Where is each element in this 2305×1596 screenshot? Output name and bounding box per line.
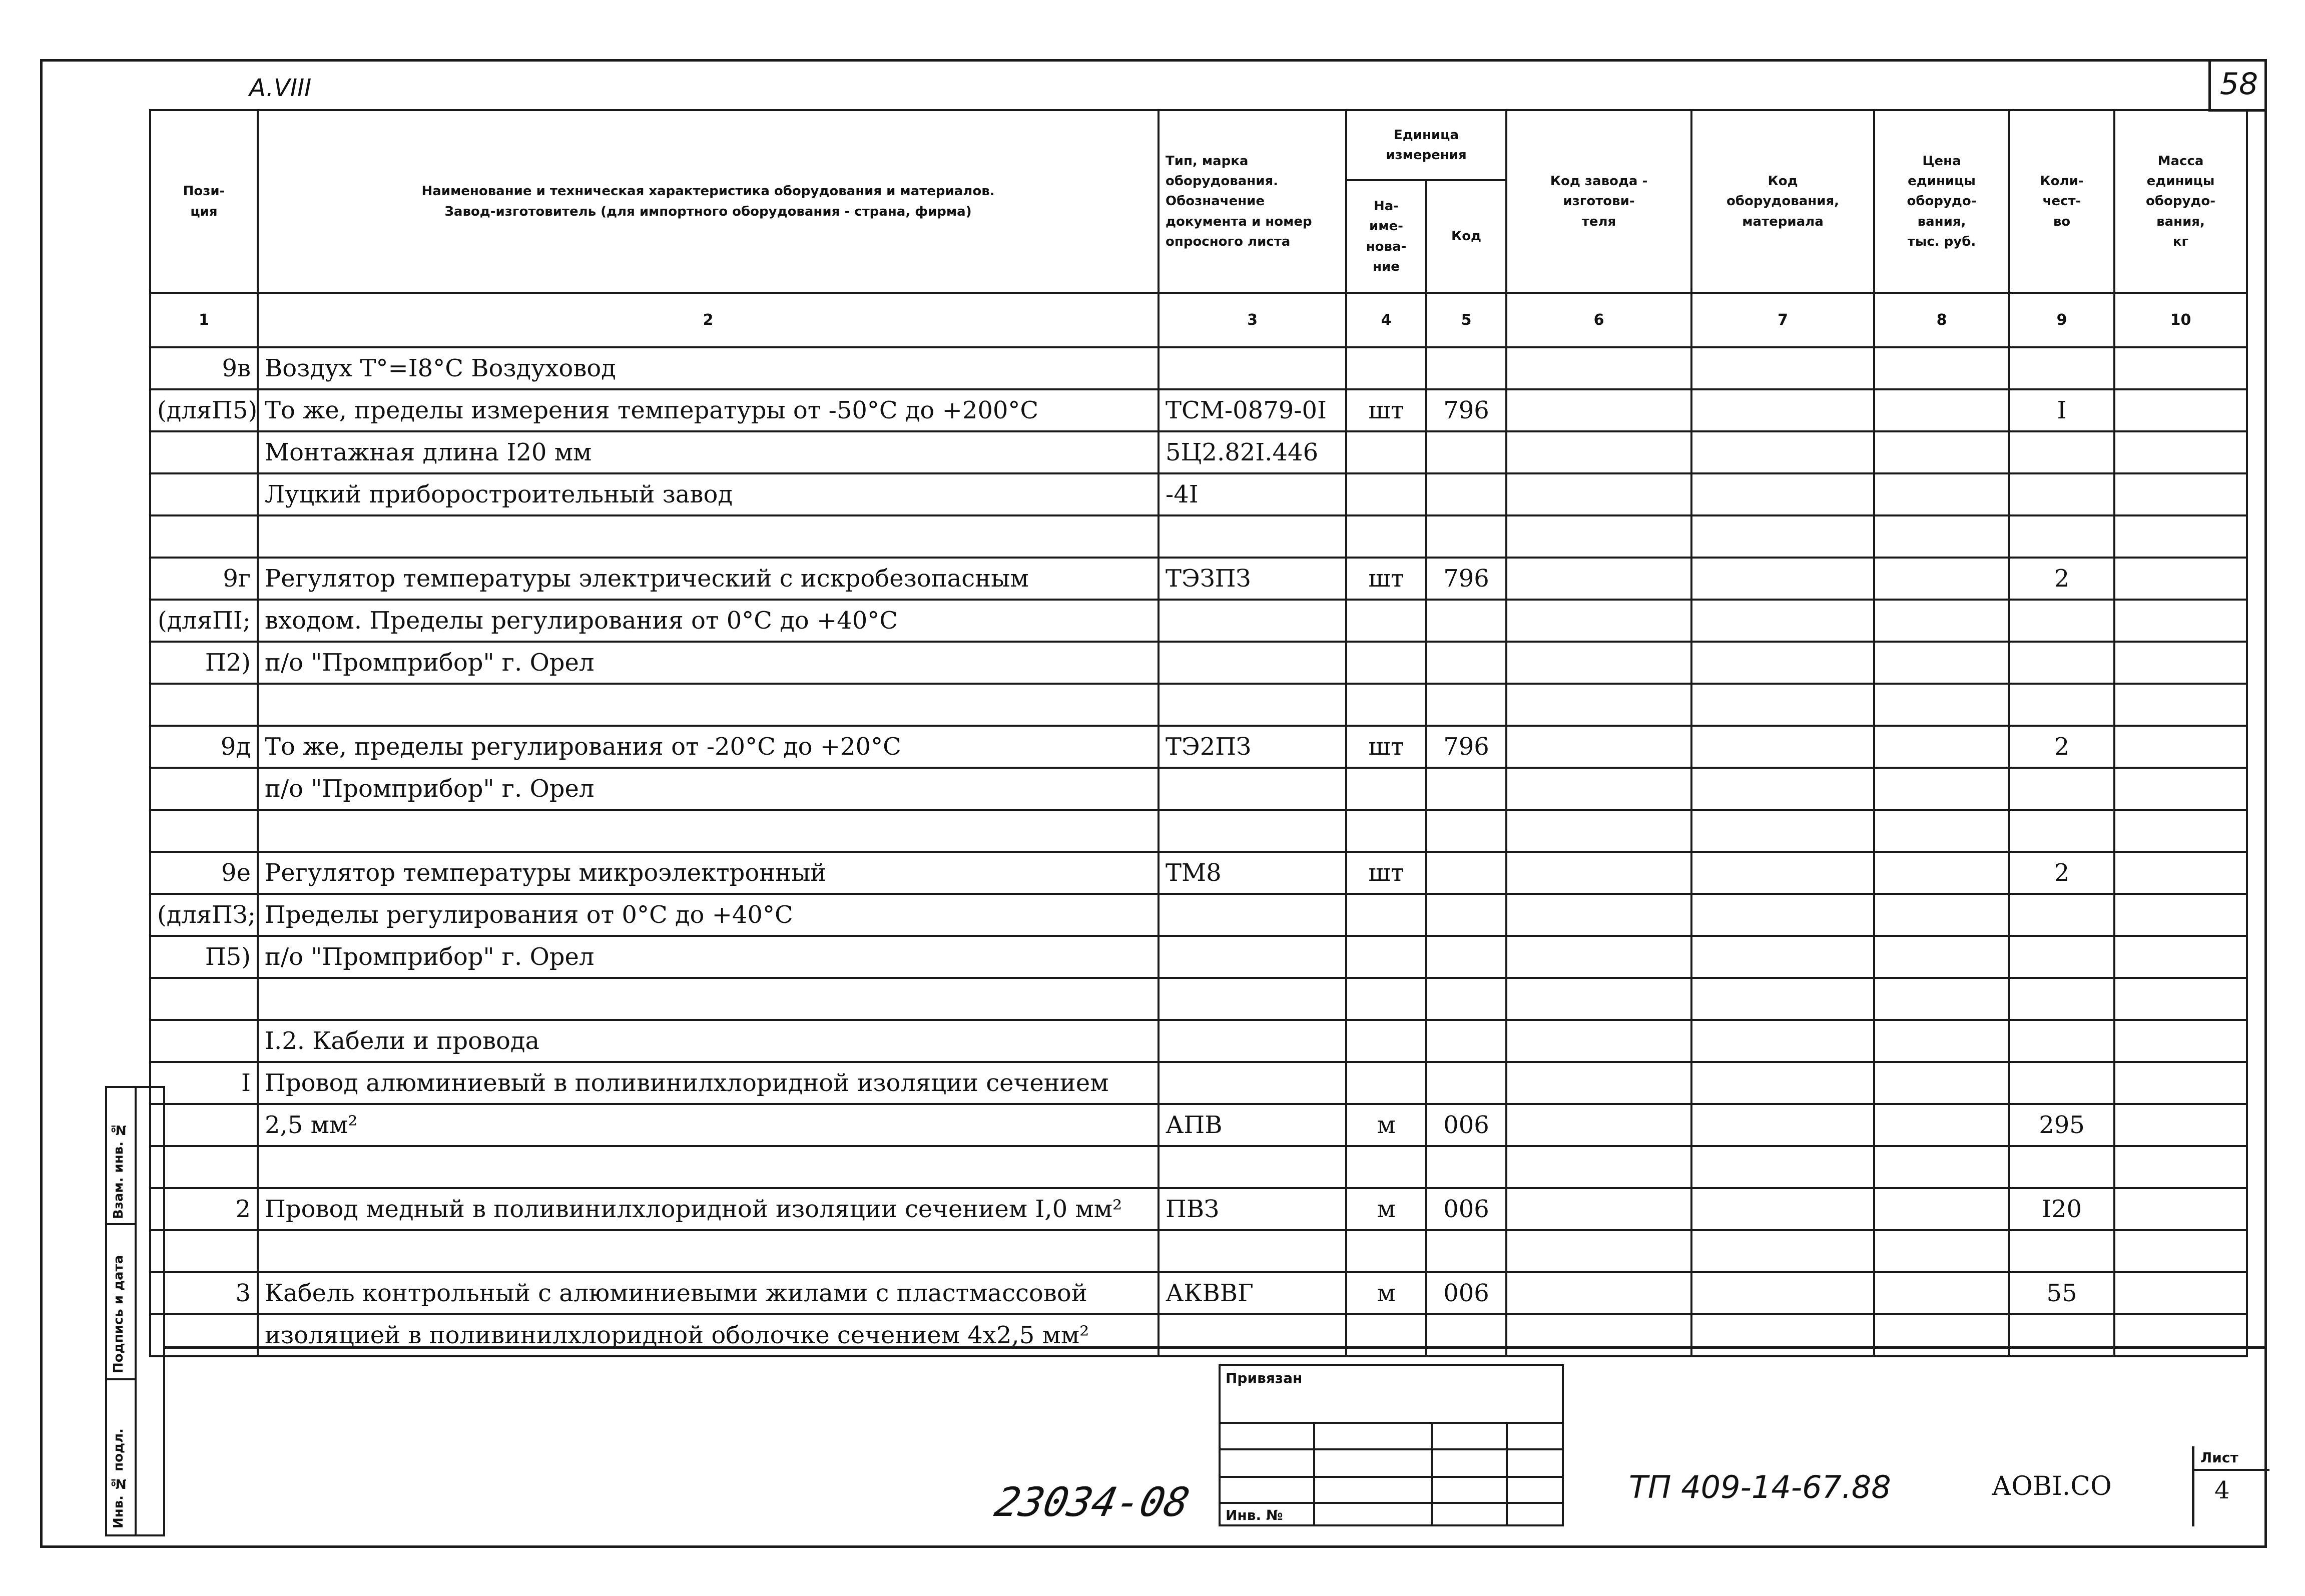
price-cell xyxy=(1874,473,2009,515)
name-cell: I.2. Кабели и провода xyxy=(258,1020,1159,1062)
table-row xyxy=(150,600,2247,642)
equipment-code-cell xyxy=(1691,768,1874,810)
manufacturer-code-cell xyxy=(1506,894,1691,936)
manufacturer-code-cell xyxy=(1506,1104,1691,1146)
manufacturer-code-cell xyxy=(1506,726,1691,768)
table-row xyxy=(150,768,2247,810)
quantity-cell xyxy=(2009,684,2114,726)
specification-table xyxy=(149,109,2248,1357)
position-cell: 9в xyxy=(150,347,258,389)
price-cell xyxy=(1874,1062,2009,1104)
unit-code-cell xyxy=(1426,936,1506,978)
position-cell xyxy=(150,684,258,726)
price-cell xyxy=(1874,768,2009,810)
type-cell xyxy=(1159,1146,1346,1188)
manufacturer-code-cell xyxy=(1506,1146,1691,1188)
mass-cell xyxy=(2114,1272,2247,1314)
unit-cell xyxy=(1346,768,1426,810)
price-cell xyxy=(1874,1146,2009,1188)
unit-code-cell xyxy=(1426,894,1506,936)
column-number: 7 xyxy=(1691,293,1874,347)
table-row xyxy=(150,515,2247,558)
position-cell xyxy=(150,431,258,473)
mass-cell xyxy=(2114,1188,2247,1230)
type-cell: 5Ц2.82I.446 xyxy=(1159,431,1346,473)
name-cell: Провод медный в поливинилхлоридной изоляции сечением I,0 мм² xyxy=(258,1188,1159,1230)
quantity-cell xyxy=(2009,894,2114,936)
unit-code-cell xyxy=(1426,768,1506,810)
manufacturer-code-cell xyxy=(1506,558,1691,600)
header-mass: Масса единицы оборудо- вания, кг xyxy=(2114,110,2247,293)
unit-code-cell xyxy=(1426,1230,1506,1272)
table-row xyxy=(150,1104,2247,1146)
unit-code-cell: 006 xyxy=(1426,1104,1506,1146)
name-cell xyxy=(258,515,1159,558)
price-cell xyxy=(1874,389,2009,431)
equipment-code-cell xyxy=(1691,684,1874,726)
unit-code-cell xyxy=(1426,515,1506,558)
unit-code-cell: 006 xyxy=(1426,1272,1506,1314)
unit-cell xyxy=(1346,431,1426,473)
unit-cell: шт xyxy=(1346,558,1426,600)
type-cell xyxy=(1159,810,1346,852)
type-cell xyxy=(1159,1062,1346,1104)
unit-code-cell xyxy=(1426,473,1506,515)
top-note: A.VIII xyxy=(249,74,312,102)
column-number: 4 xyxy=(1346,293,1426,347)
type-cell: АКВВГ xyxy=(1159,1272,1346,1314)
mass-cell xyxy=(2114,347,2247,389)
unit-cell: м xyxy=(1346,1272,1426,1314)
price-cell xyxy=(1874,1230,2009,1272)
name-cell: Регулятор температуры микроэлектронный xyxy=(258,852,1159,894)
title-block xyxy=(165,1346,2267,1546)
mass-cell xyxy=(2114,978,2247,1020)
mass-cell xyxy=(2114,1230,2247,1272)
name-cell: То же, пределы измерения температуры от -50°С до +200°С xyxy=(258,389,1159,431)
price-cell xyxy=(1874,1104,2009,1146)
manufacturer-code-cell xyxy=(1506,978,1691,1020)
quantity-cell xyxy=(2009,978,2114,1020)
unit-cell: м xyxy=(1346,1104,1426,1146)
type-cell xyxy=(1159,684,1346,726)
type-cell: ТЭ2ПЗ xyxy=(1159,726,1346,768)
manufacturer-code-cell xyxy=(1506,852,1691,894)
column-number: 2 xyxy=(258,293,1159,347)
manufacturer-code-cell xyxy=(1506,1062,1691,1104)
unit-cell: шт xyxy=(1346,389,1426,431)
quantity-cell xyxy=(2009,347,2114,389)
column-number: 8 xyxy=(1874,293,2009,347)
unit-cell xyxy=(1346,347,1426,389)
mass-cell xyxy=(2114,1020,2247,1062)
quantity-cell xyxy=(2009,1146,2114,1188)
table-row xyxy=(150,431,2247,473)
table-row xyxy=(150,347,2247,389)
manufacturer-code-cell xyxy=(1506,768,1691,810)
equipment-code-cell xyxy=(1691,1104,1874,1146)
equipment-code-cell xyxy=(1691,600,1874,642)
unit-cell xyxy=(1346,515,1426,558)
equipment-code-cell xyxy=(1691,389,1874,431)
document-code: АОВI.СО xyxy=(1992,1471,2112,1501)
equipment-code-cell xyxy=(1691,347,1874,389)
unit-code-cell xyxy=(1426,1020,1506,1062)
quantity-cell xyxy=(2009,768,2114,810)
manufacturer-code-cell xyxy=(1506,936,1691,978)
name-cell: п/о "Промприбор" г. Орел xyxy=(258,642,1159,684)
quantity-cell: 2 xyxy=(2009,558,2114,600)
name-cell: п/о "Промприбор" г. Орел xyxy=(258,936,1159,978)
name-cell: Провод алюминиевый в поливинилхлоридной изоляции сечением xyxy=(258,1062,1159,1104)
quantity-cell xyxy=(2009,431,2114,473)
handwritten-number: 23034-08 xyxy=(991,1479,1194,1525)
position-cell xyxy=(150,810,258,852)
table-row xyxy=(150,473,2247,515)
table-row xyxy=(150,558,2247,600)
equipment-code-cell xyxy=(1691,515,1874,558)
unit-cell xyxy=(1346,473,1426,515)
name-cell: Луцкий приборостроительный завод xyxy=(258,473,1159,515)
header-quantity: Коли- чест- во xyxy=(2009,110,2114,293)
mass-cell xyxy=(2114,810,2247,852)
document-number: ТП 409-14-67.88 xyxy=(1629,1469,1891,1505)
price-cell xyxy=(1874,642,2009,684)
equipment-code-cell xyxy=(1691,1230,1874,1272)
unit-cell: шт xyxy=(1346,852,1426,894)
table-row xyxy=(150,389,2247,431)
table-row xyxy=(150,1272,2247,1314)
table-row xyxy=(150,894,2247,936)
name-cell: входом. Пределы регулирования от 0°С до +40°С xyxy=(258,600,1159,642)
unit-cell xyxy=(1346,1230,1426,1272)
name-cell: Монтажная длина I20 мм xyxy=(258,431,1159,473)
equipment-code-cell xyxy=(1691,1146,1874,1188)
sheet-value: 4 xyxy=(2214,1476,2230,1504)
table-row xyxy=(150,978,2247,1020)
column-number: 5 xyxy=(1426,293,1506,347)
equipment-code-cell xyxy=(1691,642,1874,684)
header-manufacturer-code: Код завода - изготови- теля xyxy=(1506,110,1691,293)
equipment-code-cell xyxy=(1691,894,1874,936)
manufacturer-code-cell xyxy=(1506,347,1691,389)
inv-label: Инв. № xyxy=(1226,1507,1283,1523)
unit-cell xyxy=(1346,1062,1426,1104)
mass-cell xyxy=(2114,473,2247,515)
unit-code-cell xyxy=(1426,1062,1506,1104)
position-cell xyxy=(150,1230,258,1272)
unit-code-cell xyxy=(1426,978,1506,1020)
mass-cell xyxy=(2114,389,2247,431)
table-row xyxy=(150,1062,2247,1104)
type-cell xyxy=(1159,642,1346,684)
type-cell xyxy=(1159,894,1346,936)
type-cell xyxy=(1159,978,1346,1020)
price-cell xyxy=(1874,558,2009,600)
mass-cell xyxy=(2114,515,2247,558)
price-cell xyxy=(1874,431,2009,473)
unit-code-cell xyxy=(1426,431,1506,473)
quantity-cell: I20 xyxy=(2009,1188,2114,1230)
type-cell: ТЭЗПЗ xyxy=(1159,558,1346,600)
manufacturer-code-cell xyxy=(1506,1020,1691,1062)
unit-cell xyxy=(1346,1146,1426,1188)
price-cell xyxy=(1874,600,2009,642)
header-unit-name: На- име- нова- ние xyxy=(1346,180,1426,293)
position-cell: П5) xyxy=(150,936,258,978)
manufacturer-code-cell xyxy=(1506,515,1691,558)
equipment-code-cell xyxy=(1691,558,1874,600)
type-cell xyxy=(1159,347,1346,389)
position-cell: I xyxy=(150,1062,258,1104)
unit-code-cell xyxy=(1426,684,1506,726)
unit-cell xyxy=(1346,1020,1426,1062)
table-row xyxy=(150,726,2247,768)
manufacturer-code-cell xyxy=(1506,1272,1691,1314)
mass-cell xyxy=(2114,642,2247,684)
unit-cell xyxy=(1346,684,1426,726)
header-type: Тип, марка оборудования. Обозначение документа и номер опросного листа xyxy=(1159,110,1346,293)
equipment-code-cell xyxy=(1691,1020,1874,1062)
unit-code-cell: 796 xyxy=(1426,558,1506,600)
position-cell: (дляПI; xyxy=(150,600,258,642)
mass-cell xyxy=(2114,894,2247,936)
type-cell: ТСМ-0879-0I xyxy=(1159,389,1346,431)
price-cell xyxy=(1874,347,2009,389)
mass-cell xyxy=(2114,600,2247,642)
side-stamp-inv-orig: Инв. № подл. xyxy=(111,1428,126,1528)
price-cell xyxy=(1874,1272,2009,1314)
price-cell xyxy=(1874,894,2009,936)
mass-cell xyxy=(2114,431,2247,473)
name-cell: Кабель контрольный с алюминиевыми жилами с пластмассовой xyxy=(258,1272,1159,1314)
unit-code-cell xyxy=(1426,810,1506,852)
bound-label: Привязан xyxy=(1226,1370,1303,1386)
unit-code-cell: 796 xyxy=(1426,726,1506,768)
unit-code-cell xyxy=(1426,852,1506,894)
mass-cell xyxy=(2114,726,2247,768)
price-cell xyxy=(1874,515,2009,558)
mass-cell xyxy=(2114,936,2247,978)
manufacturer-code-cell xyxy=(1506,389,1691,431)
equipment-code-cell xyxy=(1691,936,1874,978)
quantity-cell xyxy=(2009,600,2114,642)
position-cell: 9е xyxy=(150,852,258,894)
header-unit: Единица измерения xyxy=(1346,110,1506,180)
name-cell: То же, пределы регулирования от -20°С до +20°С xyxy=(258,726,1159,768)
price-cell xyxy=(1874,726,2009,768)
price-cell xyxy=(1874,810,2009,852)
equipment-code-cell xyxy=(1691,852,1874,894)
unit-cell: м xyxy=(1346,1188,1426,1230)
unit-cell xyxy=(1346,600,1426,642)
manufacturer-code-cell xyxy=(1506,473,1691,515)
equipment-code-cell xyxy=(1691,810,1874,852)
sheet-box xyxy=(2192,1446,2267,1526)
type-cell xyxy=(1159,600,1346,642)
name-cell: п/о "Промприбор" г. Орел xyxy=(258,768,1159,810)
name-cell: Пределы регулирования от 0°С до +40°С xyxy=(258,894,1159,936)
sheet-label: Лист xyxy=(2200,1449,2238,1466)
type-cell: ПВЗ xyxy=(1159,1188,1346,1230)
unit-code-cell xyxy=(1426,642,1506,684)
manufacturer-code-cell xyxy=(1506,600,1691,642)
unit-cell xyxy=(1346,894,1426,936)
unit-cell xyxy=(1346,936,1426,978)
name-cell: Воздух Т°=I8°С Воздуховод xyxy=(258,347,1159,389)
unit-code-cell xyxy=(1426,347,1506,389)
position-cell: 3 xyxy=(150,1272,258,1314)
type-cell xyxy=(1159,515,1346,558)
quantity-cell xyxy=(2009,1020,2114,1062)
position-cell xyxy=(150,1020,258,1062)
position-cell xyxy=(150,1146,258,1188)
manufacturer-code-cell xyxy=(1506,642,1691,684)
position-cell: (дляПЗ; xyxy=(150,894,258,936)
unit-cell xyxy=(1346,642,1426,684)
name-cell: 2,5 мм² xyxy=(258,1104,1159,1146)
price-cell xyxy=(1874,978,2009,1020)
equipment-code-cell xyxy=(1691,726,1874,768)
table-row xyxy=(150,936,2247,978)
position-cell xyxy=(150,515,258,558)
name-cell: изоляцией в поливинилхлоридной оболочке сечением 4х2,5 мм² xyxy=(258,1314,1159,1356)
quantity-cell xyxy=(2009,515,2114,558)
mass-cell xyxy=(2114,558,2247,600)
table-row xyxy=(150,1146,2247,1188)
equipment-code-cell xyxy=(1691,431,1874,473)
position-cell: 2 xyxy=(150,1188,258,1230)
name-cell: Регулятор температуры электрический с искробезопасным xyxy=(258,558,1159,600)
mass-cell xyxy=(2114,1062,2247,1104)
quantity-cell xyxy=(2009,936,2114,978)
header-equipment-code: Код оборудования, материала xyxy=(1691,110,1874,293)
mass-cell xyxy=(2114,684,2247,726)
unit-code-cell xyxy=(1426,1146,1506,1188)
table-row xyxy=(150,684,2247,726)
quantity-cell xyxy=(2009,1230,2114,1272)
name-cell xyxy=(258,684,1159,726)
type-cell: -4I xyxy=(1159,473,1346,515)
column-number: 10 xyxy=(2114,293,2247,347)
equipment-code-cell xyxy=(1691,473,1874,515)
header-name: Наименование и техническая характеристика оборудования и материалов. Завод-изготовитель (для импортного оборудования - страна, фирма) xyxy=(258,110,1159,293)
position-cell xyxy=(150,768,258,810)
manufacturer-code-cell xyxy=(1506,684,1691,726)
position-cell xyxy=(150,1104,258,1146)
side-stamp-signature-date: Подпись и дата xyxy=(111,1255,126,1373)
unit-cell xyxy=(1346,978,1426,1020)
unit-code-cell: 796 xyxy=(1426,389,1506,431)
table-row xyxy=(150,1230,2247,1272)
sheet-number: 58 xyxy=(2208,59,2267,112)
quantity-cell: 295 xyxy=(2009,1104,2114,1146)
quantity-cell xyxy=(2009,473,2114,515)
position-cell: П2) xyxy=(150,642,258,684)
side-stamp-inv-replace: Взам. инв. № xyxy=(111,1122,126,1219)
quantity-cell: 55 xyxy=(2009,1272,2114,1314)
unit-code-cell xyxy=(1426,600,1506,642)
price-cell xyxy=(1874,936,2009,978)
quantity-cell: I xyxy=(2009,389,2114,431)
position-cell: (дляП5) xyxy=(150,389,258,431)
equipment-code-cell xyxy=(1691,1062,1874,1104)
position-cell: 9г xyxy=(150,558,258,600)
manufacturer-code-cell xyxy=(1506,1230,1691,1272)
type-cell: АПВ xyxy=(1159,1104,1346,1146)
table-row xyxy=(150,852,2247,894)
quantity-cell: 2 xyxy=(2009,726,2114,768)
header-unit-code: Код xyxy=(1426,180,1506,293)
quantity-cell xyxy=(2009,810,2114,852)
column-number: 6 xyxy=(1506,293,1691,347)
unit-cell: шт xyxy=(1346,726,1426,768)
type-cell xyxy=(1159,1020,1346,1062)
price-cell xyxy=(1874,1020,2009,1062)
type-cell xyxy=(1159,768,1346,810)
header-price: Цена единицы оборудо- вания, тыс. руб. xyxy=(1874,110,2009,293)
mass-cell xyxy=(2114,1146,2247,1188)
name-cell xyxy=(258,810,1159,852)
type-cell xyxy=(1159,1230,1346,1272)
mass-cell xyxy=(2114,768,2247,810)
header-position: Пози- ция xyxy=(150,110,258,293)
quantity-cell: 2 xyxy=(2009,852,2114,894)
position-cell xyxy=(150,473,258,515)
table-row xyxy=(150,810,2247,852)
table-row xyxy=(150,1020,2247,1062)
binding-stamp xyxy=(1219,1364,1564,1526)
manufacturer-code-cell xyxy=(1506,1188,1691,1230)
name-cell xyxy=(258,1146,1159,1188)
name-cell xyxy=(258,978,1159,1020)
unit-code-cell: 006 xyxy=(1426,1188,1506,1230)
price-cell xyxy=(1874,684,2009,726)
quantity-cell xyxy=(2009,642,2114,684)
column-number: 9 xyxy=(2009,293,2114,347)
type-cell: ТМ8 xyxy=(1159,852,1346,894)
name-cell xyxy=(258,1230,1159,1272)
equipment-code-cell xyxy=(1691,978,1874,1020)
column-number: 3 xyxy=(1159,293,1346,347)
mass-cell xyxy=(2114,1104,2247,1146)
unit-cell xyxy=(1346,810,1426,852)
equipment-code-cell xyxy=(1691,1272,1874,1314)
manufacturer-code-cell xyxy=(1506,810,1691,852)
type-cell xyxy=(1159,936,1346,978)
quantity-cell xyxy=(2009,1062,2114,1104)
table-row xyxy=(150,642,2247,684)
mass-cell xyxy=(2114,852,2247,894)
manufacturer-code-cell xyxy=(1506,431,1691,473)
column-number: 1 xyxy=(150,293,258,347)
table-row xyxy=(150,1188,2247,1230)
price-cell xyxy=(1874,1188,2009,1230)
equipment-code-cell xyxy=(1691,1188,1874,1230)
position-cell xyxy=(150,978,258,1020)
position-cell: 9д xyxy=(150,726,258,768)
price-cell xyxy=(1874,852,2009,894)
